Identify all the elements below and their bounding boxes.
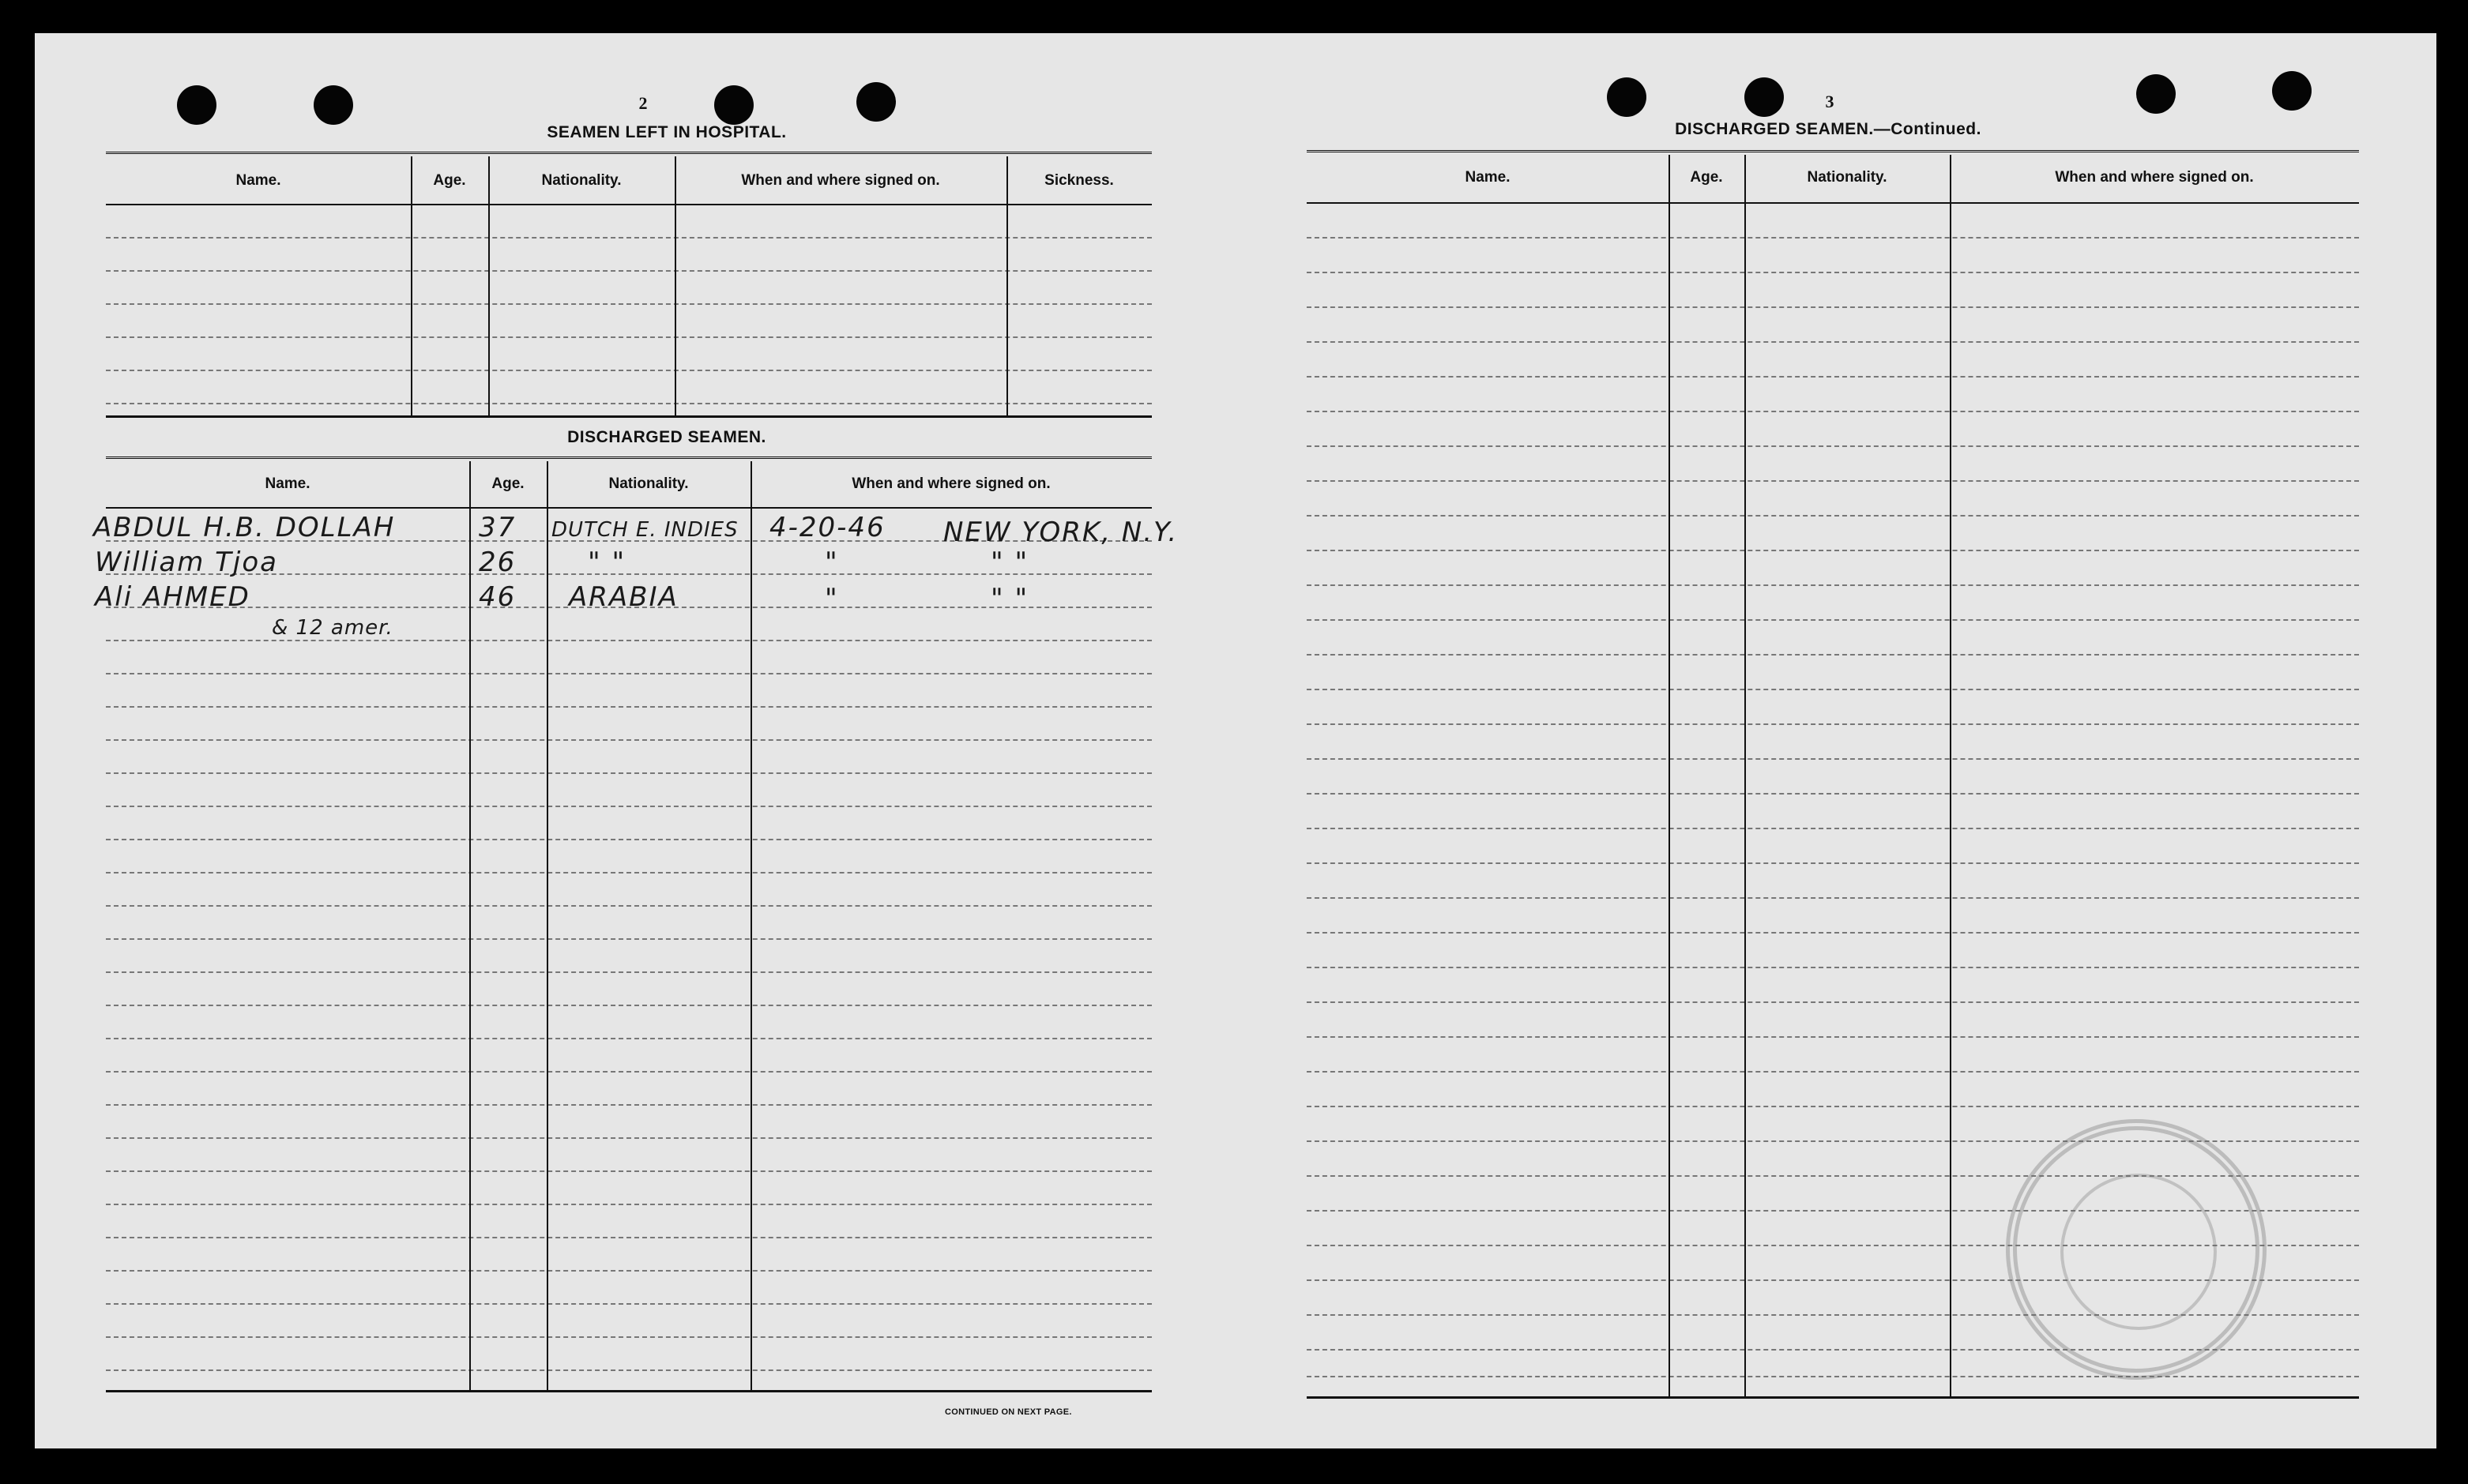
punch-hole <box>2272 71 2312 111</box>
table-row-line <box>1307 897 2359 899</box>
punch-hole <box>2136 74 2176 114</box>
table-row-line <box>106 370 1152 371</box>
table-row-line <box>1307 1071 2359 1073</box>
signed-on-date: " <box>825 547 839 578</box>
seaman-name: William Tjoa <box>95 547 279 578</box>
table-row-line <box>1307 341 2359 343</box>
continued-col-name: Name. <box>1465 169 1511 186</box>
discharged-continued-title: DISCHARGED SEAMEN.—Continued. <box>1675 120 1981 138</box>
table-row-line <box>106 270 1152 272</box>
right-page-number: 3 <box>1825 92 1834 111</box>
table-row-line <box>1307 272 2359 273</box>
table-row-line <box>106 872 1152 873</box>
table-row-line <box>106 1369 1152 1371</box>
punch-hole <box>856 82 896 122</box>
table-row-line <box>1307 411 2359 412</box>
continued-note: CONTINUED ON NEXT PAGE. <box>945 1407 1072 1417</box>
table-row-line <box>106 1336 1152 1338</box>
seaman-age: 37 <box>479 512 517 543</box>
faded-official-stamp <box>2006 1119 2267 1380</box>
table-row-line <box>1307 828 2359 829</box>
table-row-line <box>1307 793 2359 795</box>
table-rule <box>106 507 1152 509</box>
table-row-line <box>1307 932 2359 934</box>
document-sheet <box>35 33 2436 1448</box>
discharged-col-signed-on: When and where signed on. <box>852 475 1051 492</box>
punch-hole <box>1607 77 1646 117</box>
signed-on-place: NEW YORK, N.Y. <box>943 517 1179 548</box>
hospital-col-name: Name. <box>235 172 281 189</box>
table-row-line <box>1307 654 2359 656</box>
table-divider <box>1744 155 1746 1396</box>
table-row-line <box>1307 584 2359 586</box>
hospital-col-nationality: Nationality. <box>541 172 622 189</box>
table-rule <box>106 1390 1152 1392</box>
table-rule <box>1307 202 2359 204</box>
table-divider <box>411 156 412 415</box>
signed-on-place: " " <box>991 547 1029 578</box>
table-divider <box>469 461 471 1390</box>
table-row-line <box>106 772 1152 774</box>
table-row-line <box>106 1038 1152 1039</box>
table-row-line <box>106 971 1152 973</box>
table-divider <box>547 461 548 1390</box>
table-row-line <box>106 303 1152 305</box>
table-row-line <box>106 1005 1152 1006</box>
table-divider <box>1950 155 1951 1396</box>
table-rule <box>106 415 1152 418</box>
seaman-age: 46 <box>479 581 517 613</box>
table-row-line <box>106 336 1152 338</box>
punch-hole <box>177 85 216 125</box>
discharged-col-nationality: Nationality. <box>608 475 689 492</box>
table-row-line <box>1307 376 2359 378</box>
hospital-section-title: SEAMEN LEFT IN HOSPITAL. <box>547 123 787 141</box>
seaman-name: Ali AHMED <box>95 581 250 613</box>
seaman-age: 26 <box>479 547 517 578</box>
table-row-line <box>1307 237 2359 239</box>
continued-col-nationality: Nationality. <box>1807 169 1887 186</box>
table-row-line <box>1307 515 2359 517</box>
table-rule <box>106 152 1152 157</box>
hospital-col-signed-on: When and where signed on. <box>741 172 940 189</box>
table-row-line <box>1307 480 2359 482</box>
table-row-line <box>1307 619 2359 621</box>
discharged-section-title: DISCHARGED SEAMEN. <box>567 428 766 446</box>
seaman-nationality: DUTCH E. INDIES <box>551 518 739 542</box>
table-row-line <box>1307 862 2359 864</box>
table-row-line <box>1307 1106 2359 1107</box>
table-rule <box>1307 1396 2359 1399</box>
table-divider <box>1006 156 1008 415</box>
handwritten-note: & 12 amer. <box>272 616 393 640</box>
table-row-line <box>1307 1376 2359 1377</box>
punch-hole <box>314 85 353 125</box>
table-row-line <box>1307 550 2359 551</box>
table-row-line <box>106 1303 1152 1305</box>
signed-on-date: 4-20-46 <box>769 512 886 543</box>
table-row-line <box>106 1270 1152 1272</box>
table-row-line <box>106 1071 1152 1073</box>
left-page-number: 2 <box>638 93 648 113</box>
discharged-col-age: Age. <box>491 475 525 492</box>
table-row-line <box>106 640 1152 641</box>
continued-col-signed-on: When and where signed on. <box>2055 169 2254 186</box>
table-row-line <box>106 403 1152 404</box>
table-row-line <box>1307 445 2359 447</box>
continued-col-age: Age. <box>1690 169 1723 186</box>
table-row-line <box>106 839 1152 840</box>
table-divider <box>1669 155 1670 1396</box>
table-row-line <box>106 1170 1152 1172</box>
table-row-line <box>106 739 1152 741</box>
table-row-line <box>106 905 1152 907</box>
table-row-line <box>106 1104 1152 1106</box>
table-rule <box>1307 150 2359 156</box>
table-row-line <box>106 237 1152 239</box>
table-row-line <box>106 706 1152 708</box>
stamp-inner-ring <box>2060 1174 2217 1330</box>
table-row-line <box>106 1137 1152 1139</box>
table-row-line <box>1307 1001 2359 1003</box>
table-rule <box>106 204 1152 205</box>
table-row-line <box>106 1237 1152 1238</box>
table-rule <box>106 456 1152 462</box>
table-row-line <box>1307 306 2359 308</box>
table-divider <box>675 156 676 415</box>
table-row-line <box>1307 967 2359 968</box>
signed-on-date: " <box>825 583 839 614</box>
table-row-line <box>106 938 1152 940</box>
hospital-col-age: Age. <box>433 172 466 189</box>
table-row-line <box>1307 758 2359 760</box>
table-row-line <box>1307 723 2359 725</box>
table-divider <box>751 461 752 1390</box>
punch-hole <box>714 85 754 125</box>
table-row-line <box>1307 689 2359 690</box>
table-divider <box>488 156 490 415</box>
table-row-line <box>106 1204 1152 1205</box>
hospital-col-sickness: Sickness. <box>1044 172 1114 189</box>
discharged-col-name: Name. <box>265 475 310 492</box>
signed-on-place: " " <box>991 583 1029 614</box>
seaman-nationality: " " <box>588 547 626 578</box>
table-row-line <box>106 806 1152 807</box>
seaman-nationality: ARABIA <box>569 581 679 613</box>
table-row-line <box>106 673 1152 674</box>
punch-hole <box>1744 77 1784 117</box>
table-row-line <box>1307 1036 2359 1038</box>
seaman-name: ABDUL H.B. DOLLAH <box>93 512 396 543</box>
